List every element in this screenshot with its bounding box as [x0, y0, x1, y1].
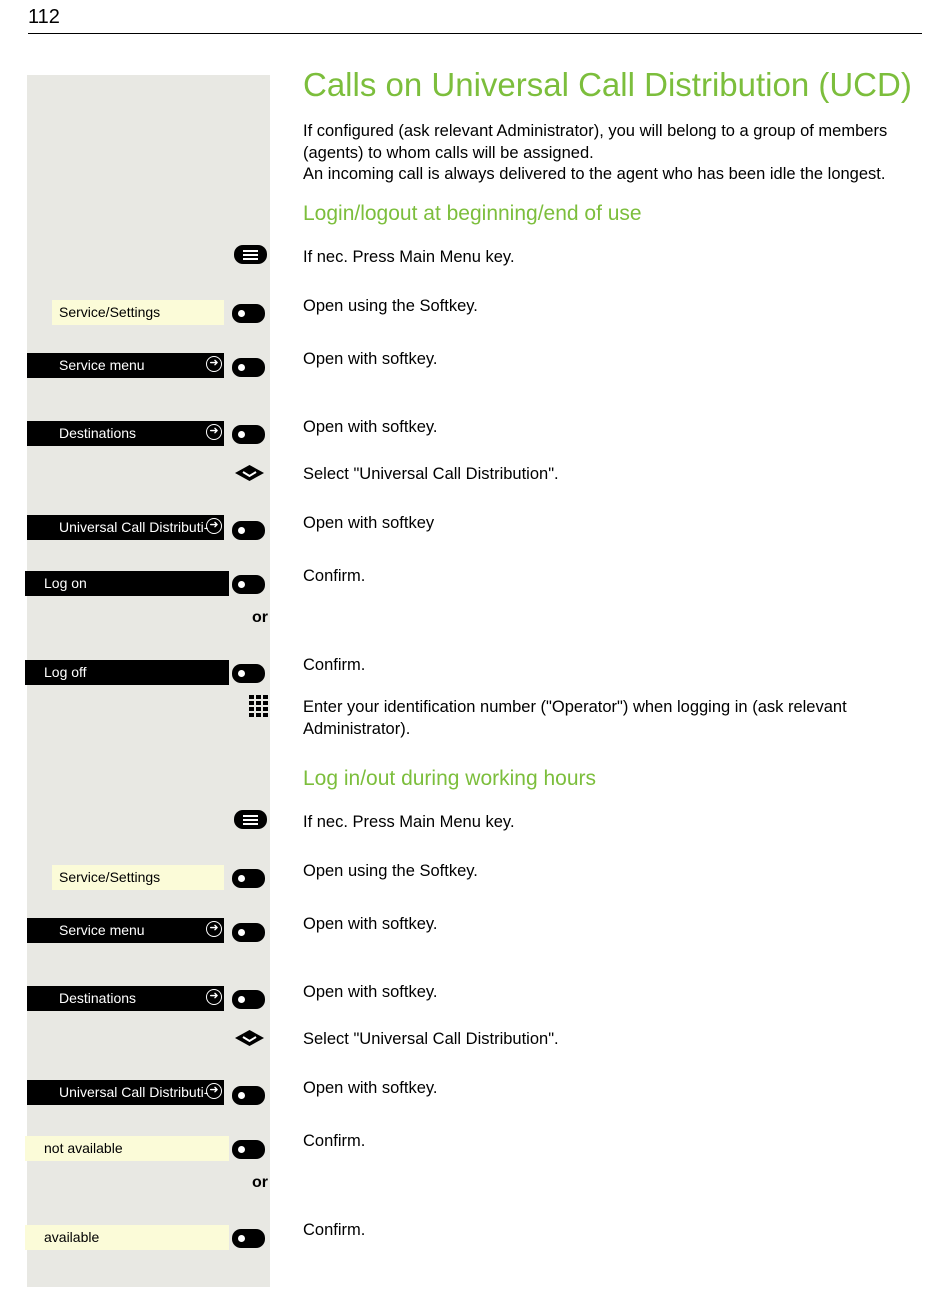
arrow-right-circle-icon: ➜: [206, 989, 222, 1005]
softkey-icon[interactable]: [232, 1140, 265, 1159]
menu-item-label: Destinations: [59, 990, 137, 1006]
keypad-icon[interactable]: [248, 695, 268, 723]
softkey-icon[interactable]: [232, 1229, 265, 1248]
menu-item-label: Universal Call Distributi-: [59, 1084, 209, 1100]
menu-item-label: Service menu: [59, 922, 145, 938]
menu-item-service-menu[interactable]: [27, 918, 224, 943]
step-text: Enter your identification number ("Operator") when logging in (ask relevant Administrator).: [303, 698, 847, 738]
top-rule: [28, 33, 922, 34]
softkey-icon[interactable]: [232, 923, 265, 942]
main-menu-key-icon[interactable]: [234, 810, 267, 829]
softkey-icon[interactable]: [232, 664, 265, 683]
menu-item-universal-call-distribution[interactable]: [27, 1080, 224, 1105]
menu-item-destinations[interactable]: [27, 421, 224, 446]
softkey-icon[interactable]: [232, 1086, 265, 1105]
menu-item-log-on[interactable]: Log on: [25, 571, 229, 596]
step-text: Open using the Softkey.: [303, 862, 478, 880]
step-text: Open with softkey.: [303, 418, 438, 436]
step-text: If nec. Press Main Menu key.: [303, 813, 515, 831]
step-text: Confirm.: [303, 1221, 366, 1239]
softkey-icon[interactable]: [232, 425, 265, 444]
menu-item-label: Service menu: [59, 357, 145, 373]
or-label: or: [252, 1174, 268, 1191]
softkey-icon[interactable]: [232, 990, 265, 1009]
softkey-icon[interactable]: [232, 358, 265, 377]
step-text: If nec. Press Main Menu key.: [303, 248, 515, 266]
softkey-icon[interactable]: [232, 304, 265, 323]
intro-paragraph: An incoming call is always delivered to the agent who has been idle the longest.: [303, 165, 886, 183]
softkey-icon[interactable]: [232, 521, 265, 540]
menu-item-not-available[interactable]: not available: [25, 1136, 229, 1161]
intro-text: [303, 121, 928, 186]
softkey-icon[interactable]: [232, 575, 265, 594]
step-text: Open with softkey.: [303, 1079, 438, 1097]
intro-paragraph: If configured (ask relevant Administrator), you will belong to a group of members (agents) to whom calls will be assigned.: [303, 122, 888, 162]
step-text: Open with softkey.: [303, 350, 438, 368]
or-label: or: [252, 609, 268, 626]
section-heading-working-hours: Log in/out during working hours: [303, 767, 597, 790]
step-text: Open with softkey: [303, 514, 435, 532]
step-text: Open using the Softkey.: [303, 297, 478, 315]
step-text: Confirm.: [303, 567, 366, 585]
menu-item-available[interactable]: available: [25, 1225, 229, 1250]
main-menu-key-icon[interactable]: [234, 245, 267, 264]
menu-item-label: Destinations: [59, 425, 137, 441]
step-text: Select "Universal Call Distribution".: [303, 1030, 559, 1048]
arrow-right-circle-icon: ➜: [206, 518, 222, 534]
step-text: Open with softkey.: [303, 983, 438, 1001]
step-text: Open with softkey.: [303, 915, 438, 933]
menu-item-log-off[interactable]: Log off: [25, 660, 229, 685]
up-down-navigation-icon[interactable]: [233, 464, 266, 482]
arrow-right-circle-icon: ➜: [206, 356, 222, 372]
menu-item-destinations[interactable]: [27, 986, 224, 1011]
step-text: Confirm.: [303, 656, 366, 674]
menu-item-universal-call-distribution[interactable]: [27, 515, 224, 540]
arrow-right-circle-icon: ➜: [206, 921, 222, 937]
up-down-navigation-icon[interactable]: [233, 1029, 266, 1047]
page-number: 112: [28, 6, 60, 28]
step-text: Select "Universal Call Distribution".: [303, 465, 559, 483]
arrow-right-circle-icon: ➜: [206, 1083, 222, 1099]
menu-item-service-settings[interactable]: Service/Settings: [52, 300, 224, 325]
arrow-right-circle-icon: ➜: [206, 424, 222, 440]
menu-item-service-settings[interactable]: Service/Settings: [52, 865, 224, 890]
softkey-icon[interactable]: [232, 869, 265, 888]
page-title: Calls on Universal Call Distribution (UCD): [303, 66, 912, 103]
step-text: Confirm.: [303, 1132, 366, 1150]
menu-item-label: Universal Call Distributi-: [59, 519, 209, 535]
menu-item-service-menu[interactable]: [27, 353, 224, 378]
section-heading-login-logout: Login/logout at beginning/end of use: [303, 202, 642, 225]
